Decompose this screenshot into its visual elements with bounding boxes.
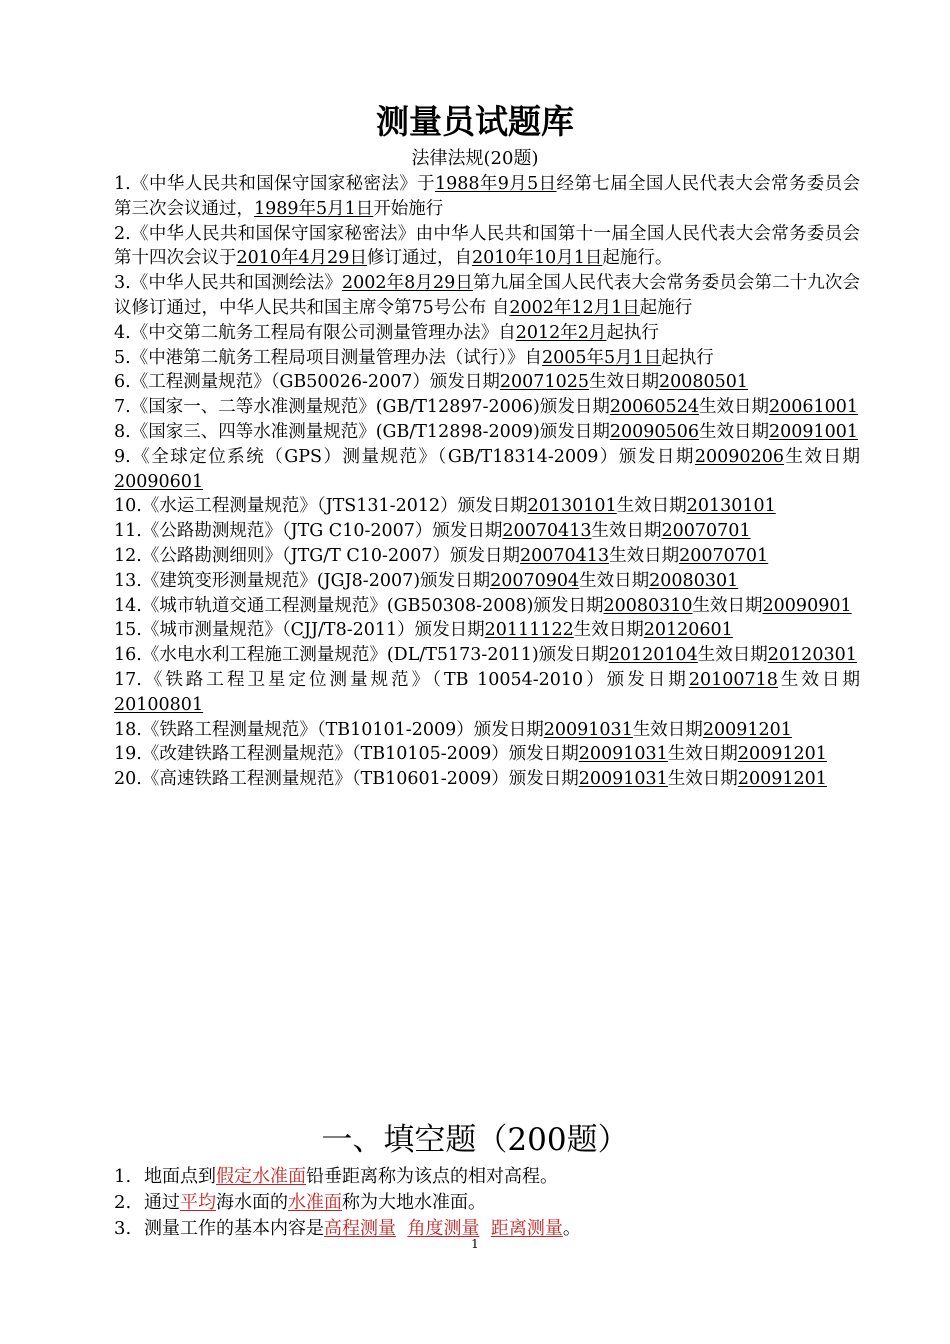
law-text: 生效日期 — [783, 446, 860, 467]
law-text: 20.《高速铁路工程测量规范》（TB10601-2009）颁发日期 — [114, 769, 579, 790]
law-text: 生效日期 — [777, 669, 860, 690]
law-item — [114, 370, 860, 395]
page-title: 测量员试题库 — [376, 102, 574, 141]
underlined-date: 20120601 — [643, 620, 733, 641]
law-item — [114, 618, 860, 643]
answer-blank: 平均 — [180, 1192, 216, 1213]
law-item — [114, 519, 860, 544]
law-text: 生效日期 — [632, 719, 703, 740]
underlined-date: 20091001 — [768, 421, 859, 442]
underlined-date: 20070413 — [520, 545, 610, 566]
underlined-date: 20111122 — [484, 620, 574, 641]
law-item — [114, 594, 860, 619]
law-text: 11.《公路勘测规范》（JTG C10-2007）颁发日期 — [114, 521, 503, 542]
underlined-date: 20130101 — [527, 496, 617, 517]
law-text: 生效日期 — [609, 545, 680, 566]
law-text: 12.《公路勘测细则》（JTG/T C10-2007）颁发日期 — [114, 545, 520, 566]
question-text: 。 — [562, 1218, 581, 1239]
law-item — [114, 668, 860, 718]
question-text: 通过 — [144, 1192, 180, 1213]
underlined-date: 20091031 — [578, 769, 668, 790]
law-text: 3.《中华人民共和国测绘法》 — [114, 273, 342, 294]
law-text: 2.《中华人民共和国保守国家秘密法》由中华人民共和国第十一届全国人民代表大会常务委员会第十四次会议于 — [114, 223, 860, 269]
underlined-date: 20070701 — [679, 545, 769, 566]
law-text: 16.《水电水利工程施工测量规范》(DL/T5173-2011)颁发日期 — [114, 645, 609, 666]
law-item — [114, 420, 860, 445]
underlined-date: 20100718 — [688, 669, 778, 690]
law-text: 起施行 — [639, 297, 693, 318]
underlined-date: 20090206 — [694, 446, 784, 467]
law-text: 起执行 — [606, 322, 659, 343]
law-text: 修订通过，自 — [366, 248, 472, 269]
law-text: 生效日期 — [616, 496, 687, 517]
underlined-date: 20130101 — [686, 496, 776, 517]
law-text: 开始施行 — [373, 198, 444, 219]
fill-in-question — [114, 1164, 860, 1190]
underlined-date: 20091201 — [702, 719, 792, 740]
underlined-date: 20091201 — [737, 769, 827, 790]
answer-blank: 水准面 — [288, 1192, 342, 1213]
answer-blank: 假定水准面 — [216, 1166, 306, 1187]
question-text: 称为大地水准面。 — [342, 1192, 486, 1213]
fill-in-question-list — [114, 1164, 860, 1242]
question-number: 3. — [114, 1218, 132, 1239]
law-text: 9.《全球定位系统（GPS）测量规范》（GB/T18314-2009）颁发日期 — [114, 446, 695, 467]
law-item — [114, 395, 860, 420]
law-text: 15.《城市测量规范》（CJJ/T8-2011）颁发日期 — [114, 620, 485, 641]
law-item — [114, 544, 860, 569]
underlined-date: 2005年5月1日 — [541, 347, 662, 368]
underlined-date: 20080310 — [603, 595, 693, 616]
underlined-date: 20080301 — [649, 570, 739, 591]
fill-in-question — [114, 1190, 860, 1216]
law-item — [114, 569, 860, 594]
law-text: 5.《中港第二航务工程局项目测量管理办法（试行）》自 — [114, 347, 542, 368]
question-text: 地面点到 — [144, 1166, 216, 1187]
underlined-date: 1989年5月1日 — [254, 198, 374, 219]
question-text: 测量工作的基本内容是 — [144, 1218, 324, 1239]
law-item — [114, 271, 860, 321]
law-text: 生效日期 — [692, 595, 763, 616]
law-item — [114, 321, 860, 346]
law-text: 10.《水运工程测量规范》（JTS131-2012）颁发日期 — [114, 496, 528, 517]
question-text: 铅垂距离称为该点的相对高程。 — [306, 1166, 558, 1187]
underlined-date: 20070413 — [502, 521, 592, 542]
law-text: 17.《铁路工程卫星定位测量规范》（TB 10054-2010）颁发日期 — [114, 669, 689, 690]
underlined-date: 2010年10月1日 — [471, 248, 603, 269]
page-subtitle: 法律法规(20题) — [411, 148, 539, 169]
underlined-date: 2012年2月 — [515, 322, 607, 343]
underlined-date: 1988年9月5日 — [434, 174, 557, 194]
underlined-date: 20091031 — [543, 719, 633, 740]
underlined-date: 20090601 — [114, 471, 204, 492]
underlined-date: 20120104 — [608, 645, 698, 666]
law-text: 6.《工程测量规范》（GB50026-2007）颁发日期 — [114, 372, 500, 393]
law-text: 第九届全国人民代表大会常务委员会第二十九次会议修订通过，中华人民共和国主席令第75号公布 自 — [114, 273, 860, 318]
law-text: 生效日期 — [588, 372, 659, 393]
underlined-date: 20071025 — [499, 372, 589, 393]
law-list — [114, 172, 860, 792]
underlined-date: 20090901 — [762, 595, 852, 616]
underlined-date: 20091031 — [578, 744, 668, 765]
law-text: 14.《城市轨道交通工程测量规范》(GB50308-2008)颁发日期 — [114, 595, 604, 616]
page-number: 1 — [471, 1237, 479, 1251]
law-text: 生效日期 — [698, 397, 769, 418]
underlined-date: 20120301 — [767, 645, 857, 666]
law-text: 生效日期 — [667, 769, 738, 790]
underlined-date: 2002年8月29日 — [341, 273, 473, 294]
law-text: 生效日期 — [698, 421, 769, 442]
law-text: 生效日期 — [667, 744, 738, 765]
law-item — [114, 222, 860, 272]
question-text: 海水面的 — [216, 1192, 288, 1213]
underlined-date: 2010年4月29日 — [236, 248, 367, 269]
law-item — [114, 718, 860, 743]
section-title: 一、填空题（200题） — [321, 1122, 629, 1158]
underlined-date: 20100801 — [114, 694, 204, 715]
underlined-date: 20090506 — [609, 421, 699, 442]
underlined-date: 20061001 — [768, 397, 859, 418]
law-text: 18.《铁路工程测量规范》（TB10101-2009）颁发日期 — [114, 719, 544, 740]
question-number: 1. — [114, 1166, 132, 1187]
underlined-date: 20070904 — [490, 570, 580, 591]
law-text: 生效日期 — [573, 620, 644, 641]
answer-blank: 高程测量 — [324, 1218, 396, 1239]
law-text: 经第七届全国人民代表大会常务委员会第三次会议通过， — [114, 174, 861, 219]
law-text: 1.《中华人民共和国保守国家秘密法》于 — [114, 174, 435, 194]
law-text: 19.《改建铁路工程测量规范》（TB10105-2009）颁发日期 — [114, 744, 579, 765]
law-text: 起执行 — [661, 347, 714, 368]
law-text: 7.《国家一、二等水准测量规范》(GB/T12897-2006)颁发日期 — [114, 397, 610, 418]
law-text: 13.《建筑变形测量规范》(JGJ8-2007)颁发日期 — [114, 570, 491, 591]
law-text: 8.《国家三、四等水准测量规范》(GB/T12898-2009)颁发日期 — [114, 421, 610, 442]
law-item — [114, 346, 860, 371]
underlined-date: 20091201 — [737, 744, 827, 765]
underlined-date: 20060524 — [609, 397, 699, 418]
question-number: 2. — [114, 1192, 132, 1213]
underlined-date: 20070701 — [661, 521, 751, 542]
law-item — [114, 742, 860, 767]
law-text: 4.《中交第二航务工程局有限公司测量管理办法》自 — [114, 322, 516, 343]
law-text: 生效日期 — [579, 570, 650, 591]
law-item — [114, 767, 860, 792]
law-item — [114, 494, 860, 519]
law-text: 生效日期 — [697, 645, 768, 666]
answer-blank: 距离测量 — [490, 1218, 563, 1239]
underlined-date: 2002年12月1日 — [509, 297, 640, 318]
law-item — [114, 172, 860, 222]
law-item — [114, 445, 860, 495]
law-text: 生效日期 — [591, 521, 662, 542]
law-text: 起施行。 — [602, 248, 673, 269]
law-item — [114, 643, 860, 668]
underlined-date: 20080501 — [658, 372, 749, 393]
answer-blank: 角度测量 — [407, 1218, 480, 1239]
